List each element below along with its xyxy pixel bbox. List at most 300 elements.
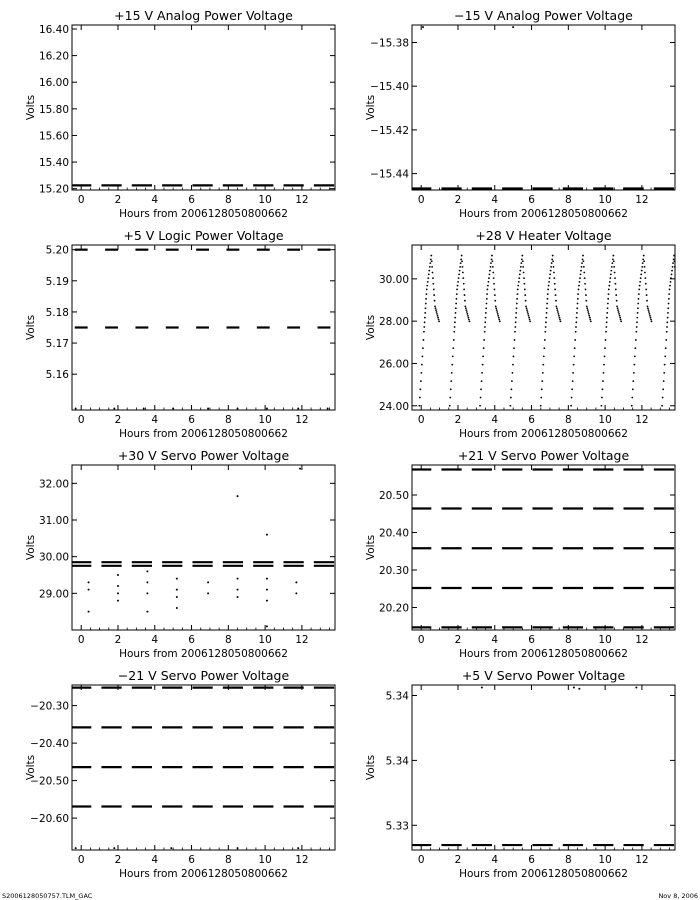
data-point bbox=[266, 625, 268, 627]
data-point bbox=[650, 317, 652, 319]
chart-title: +15 V Analog Power Voltage bbox=[114, 8, 293, 23]
data-point bbox=[432, 283, 434, 285]
data-point bbox=[433, 294, 435, 296]
data-point bbox=[493, 283, 495, 285]
data-point bbox=[575, 321, 577, 323]
data-point bbox=[542, 372, 544, 374]
data-point bbox=[583, 260, 585, 262]
data-point bbox=[426, 289, 428, 291]
data-point bbox=[602, 380, 604, 382]
data-point bbox=[543, 356, 545, 358]
data-point bbox=[611, 266, 613, 268]
data-point bbox=[146, 611, 148, 613]
data-point bbox=[607, 298, 609, 300]
data-point bbox=[649, 313, 651, 315]
y-tick-label: −15.42 bbox=[370, 124, 409, 137]
data-point bbox=[558, 313, 560, 315]
data-point bbox=[643, 255, 645, 257]
x-tick-label: 2 bbox=[114, 854, 122, 866]
data-point bbox=[452, 347, 454, 349]
data-point bbox=[512, 26, 514, 28]
data-point bbox=[517, 285, 519, 287]
data-point bbox=[483, 347, 485, 349]
chart-panel-7 bbox=[25, 668, 335, 880]
data-point bbox=[491, 258, 493, 260]
data-point bbox=[512, 364, 514, 366]
data-point bbox=[436, 311, 438, 313]
y-tick-label: −20.60 bbox=[30, 813, 69, 826]
data-point bbox=[485, 312, 487, 314]
data-point bbox=[586, 307, 588, 309]
data-point bbox=[671, 270, 673, 272]
data-point bbox=[571, 397, 573, 399]
data-point bbox=[553, 272, 555, 274]
data-point bbox=[638, 289, 640, 291]
y-tick-label: 29.00 bbox=[38, 588, 69, 601]
data-point bbox=[423, 326, 425, 328]
data-point bbox=[666, 331, 668, 333]
data-point bbox=[454, 326, 456, 328]
data-point bbox=[528, 317, 530, 319]
data-point bbox=[498, 319, 500, 321]
y-tick-label: 5.16 bbox=[45, 369, 69, 382]
data-point bbox=[495, 305, 497, 307]
data-point bbox=[266, 534, 268, 536]
y-tick-label: 28.00 bbox=[378, 316, 409, 329]
y-tick-label: 16.00 bbox=[38, 77, 69, 90]
data-point bbox=[498, 317, 500, 319]
data-point bbox=[672, 266, 674, 268]
data-point bbox=[496, 309, 498, 311]
footer-date-label: Nov 8, 2006 bbox=[658, 892, 698, 900]
y-tick-label: 5.34 bbox=[385, 755, 409, 768]
data-point bbox=[549, 277, 551, 279]
data-point bbox=[484, 331, 486, 333]
data-point bbox=[237, 589, 239, 591]
data-point bbox=[452, 356, 454, 358]
data-point bbox=[482, 364, 484, 366]
data-point bbox=[632, 380, 634, 382]
data-point bbox=[578, 688, 580, 690]
data-point bbox=[570, 405, 572, 407]
chart-panel-2 bbox=[365, 8, 675, 220]
data-point bbox=[457, 285, 459, 287]
data-point bbox=[456, 293, 458, 295]
data-point bbox=[639, 281, 641, 283]
data-point bbox=[632, 388, 634, 390]
x-tick-label: 12 bbox=[295, 194, 309, 206]
y-tick-label: 5.18 bbox=[45, 306, 69, 319]
data-point bbox=[585, 289, 587, 291]
data-point bbox=[524, 289, 526, 291]
data-point bbox=[75, 847, 77, 849]
data-point bbox=[451, 372, 453, 374]
data-point bbox=[485, 317, 487, 319]
data-point bbox=[484, 326, 486, 328]
data-point bbox=[327, 407, 329, 409]
data-point bbox=[527, 311, 529, 313]
data-point bbox=[514, 331, 516, 333]
data-point bbox=[465, 307, 467, 309]
data-point bbox=[432, 272, 434, 274]
data-point bbox=[636, 326, 638, 328]
data-point bbox=[422, 347, 424, 349]
data-point bbox=[559, 317, 561, 319]
y-axis-label: Volts bbox=[25, 314, 37, 341]
data-point bbox=[295, 592, 297, 594]
data-point bbox=[479, 405, 481, 407]
data-point bbox=[573, 356, 575, 358]
data-point bbox=[481, 372, 483, 374]
data-point bbox=[587, 309, 589, 311]
y-tick-label: −15.44 bbox=[370, 168, 409, 181]
data-point bbox=[548, 285, 550, 287]
data-point bbox=[551, 262, 553, 264]
data-point bbox=[584, 283, 586, 285]
data-point bbox=[613, 266, 615, 268]
data-point bbox=[518, 281, 520, 283]
data-point bbox=[143, 407, 145, 409]
data-point bbox=[644, 277, 646, 279]
data-point bbox=[176, 578, 178, 580]
chart-title: +5 V Logic Power Voltage bbox=[123, 228, 284, 243]
data-point bbox=[581, 262, 583, 264]
data-point bbox=[666, 326, 668, 328]
data-point bbox=[641, 270, 643, 272]
x-tick-label: 12 bbox=[635, 634, 649, 646]
y-tick-label: 15.40 bbox=[38, 157, 69, 170]
data-point bbox=[428, 270, 430, 272]
data-point bbox=[637, 307, 639, 309]
data-point bbox=[513, 347, 515, 349]
chart-panel-6 bbox=[365, 448, 675, 660]
data-point bbox=[638, 293, 640, 295]
data-point bbox=[554, 283, 556, 285]
x-tick-label: 12 bbox=[295, 414, 309, 426]
data-point bbox=[620, 319, 622, 321]
data-point bbox=[637, 303, 639, 305]
x-tick-label: 8 bbox=[224, 414, 232, 426]
data-point bbox=[421, 364, 423, 366]
y-tick-label: 15.60 bbox=[38, 130, 69, 143]
x-tick-label: 2 bbox=[114, 634, 122, 646]
y-tick-label: 31.00 bbox=[38, 515, 69, 527]
data-point bbox=[668, 293, 670, 295]
data-point bbox=[673, 258, 675, 260]
data-point bbox=[542, 364, 544, 366]
data-point bbox=[552, 255, 554, 257]
x-tick-label: 4 bbox=[491, 854, 499, 866]
data-point bbox=[426, 285, 428, 287]
data-point bbox=[435, 307, 437, 309]
data-point bbox=[466, 311, 468, 313]
data-point bbox=[541, 380, 543, 382]
data-point bbox=[266, 578, 268, 580]
data-point bbox=[455, 307, 457, 309]
data-point bbox=[668, 303, 670, 305]
x-tick-label: 4 bbox=[151, 854, 159, 866]
data-point bbox=[674, 266, 676, 268]
data-point bbox=[432, 277, 434, 279]
data-point bbox=[490, 266, 492, 268]
data-point bbox=[667, 317, 669, 319]
data-point bbox=[525, 300, 527, 302]
data-point bbox=[664, 356, 666, 358]
x-tick-label: 6 bbox=[528, 194, 535, 206]
data-point bbox=[497, 315, 499, 317]
data-point bbox=[426, 293, 428, 295]
data-point bbox=[667, 312, 669, 314]
data-point bbox=[424, 321, 426, 323]
data-point bbox=[266, 600, 268, 602]
data-point bbox=[609, 281, 611, 283]
data-point bbox=[601, 397, 603, 399]
data-point bbox=[571, 388, 573, 390]
data-point bbox=[577, 298, 579, 300]
data-point bbox=[520, 262, 522, 264]
x-tick-label: 0 bbox=[417, 194, 425, 206]
data-point bbox=[464, 305, 466, 307]
data-point bbox=[573, 686, 575, 688]
x-tick-label: 0 bbox=[417, 634, 425, 646]
y-tick-label: −20.40 bbox=[30, 738, 69, 751]
x-axis-label: Hours from 2006128050800662 bbox=[459, 648, 628, 660]
x-tick-label: 8 bbox=[224, 634, 232, 646]
data-point bbox=[266, 407, 268, 409]
y-tick-label: −15.38 bbox=[370, 37, 409, 50]
y-tick-label: 30.00 bbox=[38, 551, 69, 564]
data-point bbox=[458, 277, 460, 279]
x-tick-label: 6 bbox=[188, 854, 195, 866]
chart-title: −21 V Servo Power Voltage bbox=[117, 668, 290, 683]
data-point bbox=[615, 294, 617, 296]
data-point bbox=[436, 313, 438, 315]
x-tick-label: 6 bbox=[528, 414, 535, 426]
data-point bbox=[434, 300, 436, 302]
data-point bbox=[117, 600, 119, 602]
data-point bbox=[146, 581, 148, 583]
data-point bbox=[559, 319, 561, 321]
data-point bbox=[420, 380, 422, 382]
data-point bbox=[499, 320, 501, 322]
data-point bbox=[674, 260, 676, 262]
data-point bbox=[550, 270, 552, 272]
plot-frame bbox=[412, 25, 675, 190]
data-point bbox=[556, 307, 558, 309]
data-point bbox=[648, 311, 650, 313]
x-tick-label: 2 bbox=[454, 634, 462, 646]
data-point bbox=[466, 313, 468, 315]
data-point bbox=[580, 273, 582, 275]
data-point bbox=[522, 260, 524, 262]
data-point bbox=[578, 289, 580, 291]
data-point bbox=[582, 258, 584, 260]
data-point bbox=[523, 272, 525, 274]
data-point bbox=[430, 255, 432, 257]
data-point bbox=[605, 326, 607, 328]
data-point bbox=[492, 272, 494, 274]
data-point bbox=[574, 339, 576, 341]
data-point bbox=[640, 277, 642, 279]
data-point bbox=[665, 347, 667, 349]
data-point bbox=[646, 300, 648, 302]
x-tick-label: 2 bbox=[114, 414, 122, 426]
x-tick-label: 10 bbox=[258, 854, 272, 866]
data-point bbox=[671, 273, 673, 275]
data-point bbox=[450, 380, 452, 382]
data-point bbox=[548, 281, 550, 283]
data-point bbox=[573, 364, 575, 366]
x-axis-label: Hours from 2006128050800662 bbox=[119, 648, 288, 660]
data-point bbox=[486, 293, 488, 295]
data-point bbox=[485, 307, 487, 309]
data-point bbox=[237, 847, 239, 849]
data-point bbox=[555, 305, 557, 307]
y-axis-label: Volts bbox=[25, 534, 37, 561]
x-tick-label: 6 bbox=[188, 194, 195, 206]
data-point bbox=[631, 397, 633, 399]
data-point bbox=[605, 331, 607, 333]
data-point bbox=[541, 388, 543, 390]
data-point bbox=[424, 312, 426, 314]
data-point bbox=[237, 495, 239, 497]
y-tick-label: 26.00 bbox=[378, 358, 409, 371]
y-axis-label: Volts bbox=[25, 754, 37, 781]
x-axis-label: Hours from 2006128050800662 bbox=[459, 868, 628, 880]
x-tick-label: 12 bbox=[295, 854, 309, 866]
data-point bbox=[616, 305, 618, 307]
data-point bbox=[572, 372, 574, 374]
data-point bbox=[494, 289, 496, 291]
data-point bbox=[516, 307, 518, 309]
x-tick-label: 0 bbox=[77, 854, 85, 866]
x-tick-label: 4 bbox=[151, 194, 159, 206]
data-point bbox=[425, 298, 427, 300]
data-point bbox=[460, 262, 462, 264]
data-point bbox=[464, 294, 466, 296]
data-point bbox=[575, 331, 577, 333]
data-point bbox=[672, 262, 674, 264]
x-tick-label: 8 bbox=[564, 194, 572, 206]
data-point bbox=[422, 356, 424, 358]
data-point bbox=[516, 303, 518, 305]
data-point bbox=[649, 315, 651, 317]
data-point bbox=[424, 317, 426, 319]
data-point bbox=[614, 272, 616, 274]
chart-title: +21 V Servo Power Voltage bbox=[457, 448, 630, 463]
x-tick-label: 10 bbox=[598, 414, 612, 426]
data-point bbox=[636, 321, 638, 323]
chart-title: −15 V Analog Power Voltage bbox=[454, 8, 633, 23]
data-point bbox=[545, 317, 547, 319]
data-point bbox=[553, 266, 555, 268]
data-point bbox=[557, 311, 559, 313]
data-point bbox=[608, 293, 610, 295]
data-point bbox=[510, 397, 512, 399]
data-point bbox=[459, 266, 461, 268]
data-point bbox=[458, 273, 460, 275]
data-point bbox=[526, 307, 528, 309]
data-point bbox=[615, 283, 617, 285]
x-tick-label: 8 bbox=[224, 854, 232, 866]
x-tick-label: 4 bbox=[491, 634, 499, 646]
data-point bbox=[553, 277, 555, 279]
data-point bbox=[662, 397, 664, 399]
data-point bbox=[480, 388, 482, 390]
data-point bbox=[644, 266, 646, 268]
data-point bbox=[465, 309, 467, 311]
x-tick-label: 6 bbox=[188, 634, 195, 646]
data-point bbox=[669, 285, 671, 287]
data-point bbox=[581, 266, 583, 268]
data-point bbox=[646, 294, 648, 296]
y-tick-label: 5.33 bbox=[385, 820, 409, 833]
data-point bbox=[494, 294, 496, 296]
data-point bbox=[427, 281, 429, 283]
data-point bbox=[670, 281, 672, 283]
x-tick-label: 0 bbox=[77, 414, 85, 426]
x-tick-label: 2 bbox=[454, 854, 462, 866]
data-point bbox=[540, 397, 542, 399]
data-point bbox=[497, 313, 499, 315]
x-tick-label: 12 bbox=[635, 414, 649, 426]
data-point bbox=[459, 270, 461, 272]
data-point bbox=[615, 289, 617, 291]
y-axis-label: Volts bbox=[365, 754, 377, 781]
data-point bbox=[604, 356, 606, 358]
data-point bbox=[449, 397, 451, 399]
data-point bbox=[75, 407, 77, 409]
data-point bbox=[419, 388, 421, 390]
plot-frame bbox=[412, 685, 675, 850]
chart-panel-4 bbox=[365, 228, 676, 440]
data-point bbox=[486, 303, 488, 305]
data-point bbox=[117, 592, 119, 594]
y-tick-label: 24.00 bbox=[378, 400, 409, 413]
data-point bbox=[482, 356, 484, 358]
x-tick-label: 8 bbox=[564, 414, 572, 426]
data-point bbox=[170, 847, 172, 849]
data-point bbox=[558, 315, 560, 317]
data-point bbox=[604, 347, 606, 349]
x-tick-label: 12 bbox=[635, 854, 649, 866]
data-point bbox=[602, 388, 604, 390]
x-tick-label: 6 bbox=[528, 854, 535, 866]
data-point bbox=[590, 320, 592, 322]
data-point bbox=[647, 307, 649, 309]
data-point bbox=[611, 262, 613, 264]
data-point bbox=[589, 319, 591, 321]
data-point bbox=[545, 321, 547, 323]
data-point bbox=[647, 305, 649, 307]
chart-grid bbox=[25, 8, 676, 880]
y-axis-label: Volts bbox=[25, 94, 37, 121]
data-point bbox=[588, 315, 590, 317]
data-point bbox=[146, 570, 148, 572]
chart-title: +30 V Servo Power Voltage bbox=[117, 448, 290, 463]
x-tick-label: 10 bbox=[598, 634, 612, 646]
data-point bbox=[608, 285, 610, 287]
data-point bbox=[669, 289, 671, 291]
data-point bbox=[588, 313, 590, 315]
data-point bbox=[450, 388, 452, 390]
data-point bbox=[266, 589, 268, 591]
data-point bbox=[431, 260, 433, 262]
data-point bbox=[437, 317, 439, 319]
data-point bbox=[529, 319, 531, 321]
data-point bbox=[113, 407, 115, 409]
data-point bbox=[633, 364, 635, 366]
